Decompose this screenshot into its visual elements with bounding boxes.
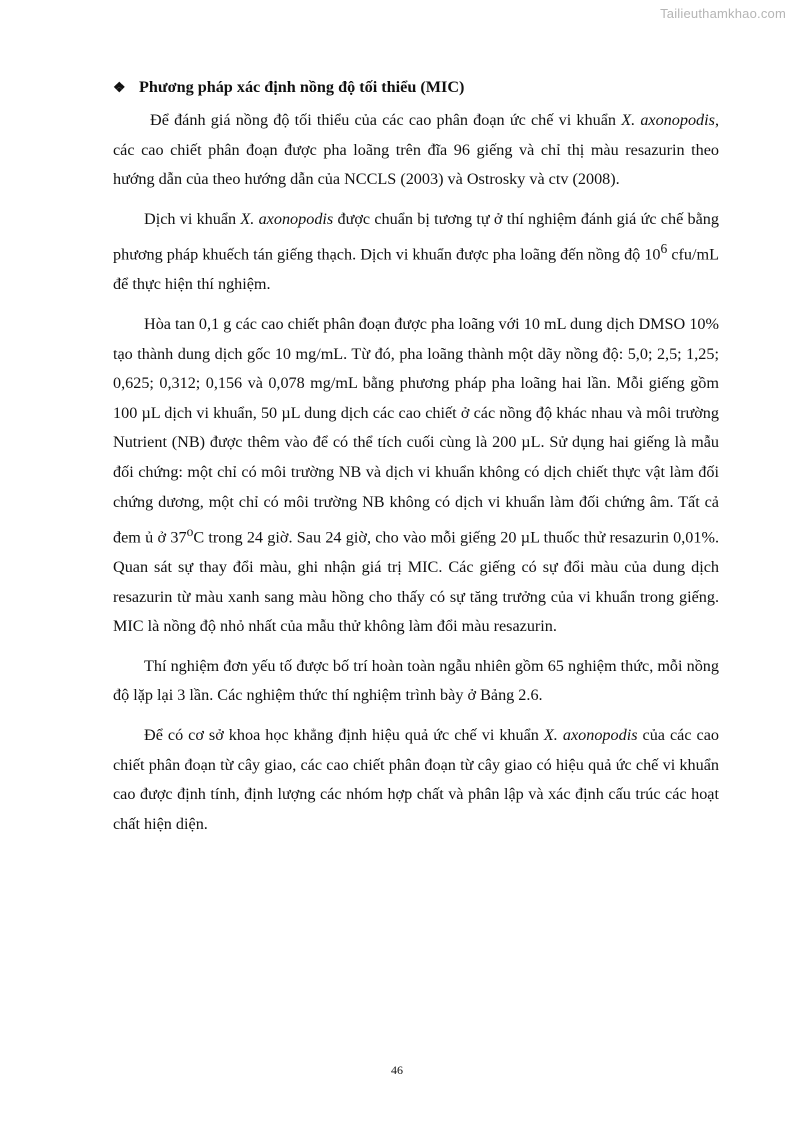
paragraph-5: Để có cơ sở khoa học khẳng định hiệu quả ức chế vi khuẩn X. axonopodis của các cao chiết phân đoạn từ cây giao, các cao chiết phân đoạn từ cây giao có hiệu quả ức chế vi khuẩn cao được định tính, định lượng các nhóm hợp chất và phân lập và xác định cấu trúc các hoạt chất hiện diện. <box>113 726 720 833</box>
page-number: 46 <box>391 1063 403 1077</box>
species-name: X. axonopodis <box>621 111 715 129</box>
paragraph-3: Hòa tan 0,1 g các cao chiết phân đoạn được pha loãng với 10 mL dung dịch DMSO 10% tạo thành dung dịch gốc 10 mg/mL. Từ đó, pha loãng thành một dãy nồng độ: 5,0; 2,5; 1,25; 0,625; 0,312; 0,156 và 0,078 mg/mL bằng phương pháp pha loãng hai lần. Mỗi giếng gồm 100 µL dịch vi khuẩn, 50 µL dung dịch các cao chiết ở các nồng độ khác nhau và môi trường Nutrient (NB) được thêm vào để có thể tích cuối cùng là 200 µL. Sử dụng hai giếng là mẫu đối chứng: một chỉ có môi trường NB và dịch vi khuẩn không có dịch chiết thực vật làm đối chứng dương, một chỉ có môi trường NB không có dịch vi khuẩn làm đối chứng âm. Tất cả đem ủ ở 37$^o$C trong 24 giờ. Sau 24 giờ, cho vào mỗi giếng 20 µL thuốc thử resazurin 0,01%. Quan sát sự thay đổi màu, ghi nhận giá trị MIC. Các giếng có sự đổi màu của dung dịch resazurin từ màu xanh sang màu hồng cho thấy có sự tăng trưởng của vi khuẩn trong giếng. MIC là nồng độ nhỏ nhất của mẫu thử không làm đổi màu resazurin. <box>113 314 720 636</box>
species-name: X. axonopodis <box>240 209 334 228</box>
section-title: Phương pháp xác định nồng độ tối thiểu (MIC) <box>139 78 465 96</box>
paragraph-1: Để đánh giá nồng độ tối thiểu của các cao phân đoạn ức chế vi khuẩn X. axonopodis, các cao chiết phân đoạn được pha loãng trên đĩa 96 giếng và chỉ thị màu resazurin theo hướng dẫn của theo hướng dẫn của NCCLS (2003) và Ostrosky và ctv (2008). <box>113 111 719 189</box>
species-name: X. axonopodis <box>543 726 638 745</box>
exponent: 6 <box>660 241 668 257</box>
watermark-text: Tailieuthamkhao.com <box>660 6 786 21</box>
paragraph-4: Thí nghiệm đơn yếu tố được bố trí hoàn toàn ngẫu nhiên gồm 65 nghiệm thức, mỗi nồng độ lặp lại 3 lần. Các nghiệm thức thí nghiệm trình bày ở Bảng 2.6. <box>113 656 719 705</box>
degree-superscript: o <box>186 524 194 540</box>
paragraph-2: Dịch vi khuẩn X. axonopodis được chuẩn bị tương tự ở thí nghiệm đánh giá ức chế bằng phương pháp khuếch tán giếng thạch. Dịch vi khuẩn được pha loãng đến nồng độ $10^6$ cfu/mL để thực hiện thí nghiệm. <box>113 209 719 294</box>
page-content <box>113 74 719 849</box>
diamond-bullet-icon: ❖ <box>113 81 126 96</box>
section-heading <box>113 74 719 102</box>
